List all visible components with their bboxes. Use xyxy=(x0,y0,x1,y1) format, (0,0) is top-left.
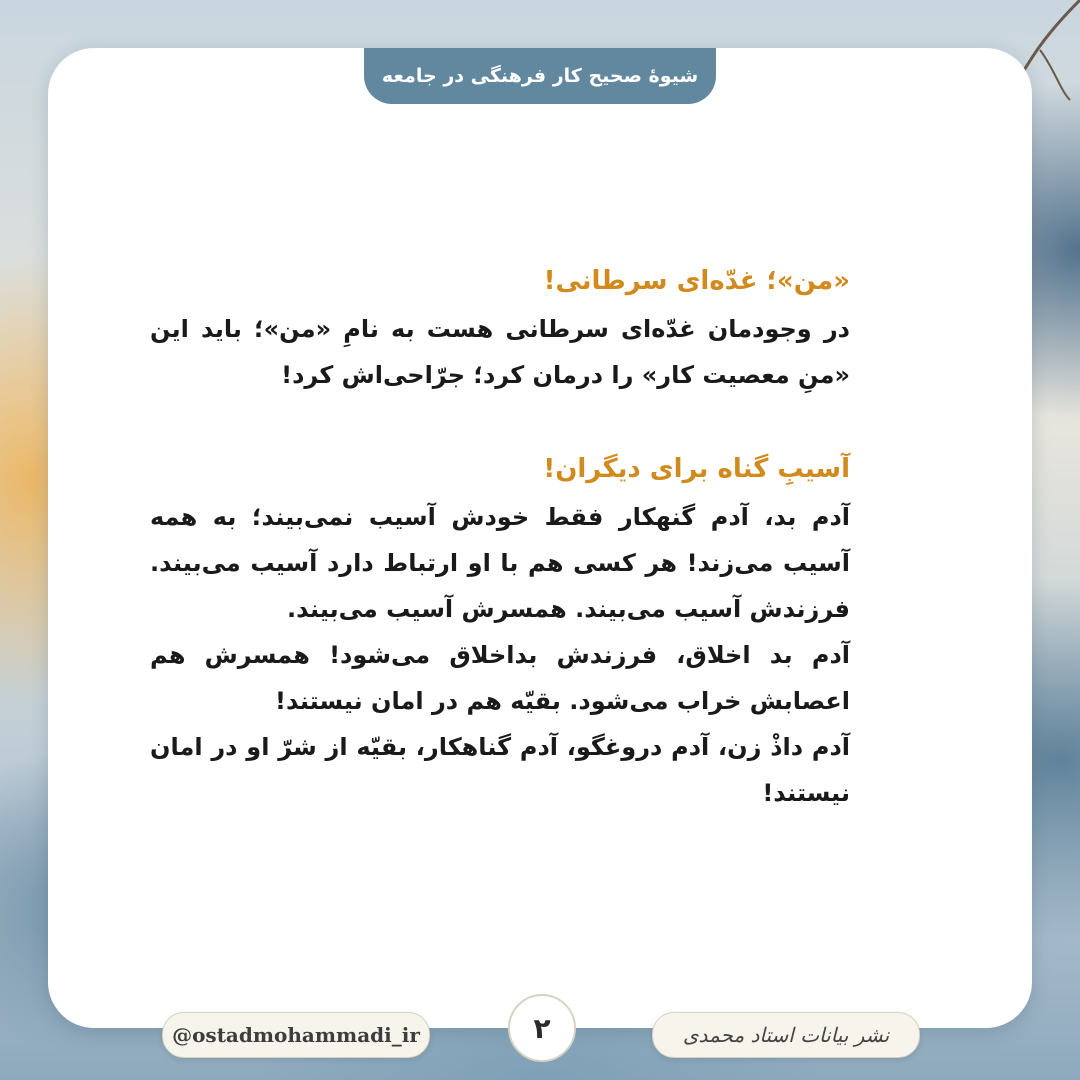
section-heading: «من»؛ غدّه‌ای سرطانی! xyxy=(543,266,850,296)
section-paragraph: آدم بد، آدم گنهکار فقط خودش آسیب نمی‌بیند؛ به همه آسیب می‌زند! هر کسی هم با او ارتباط دارد آسیب می‌بیند. فرزندش آسیب می‌بیند. همسرش آسیب می‌بیند. xyxy=(150,503,850,623)
page-number: ۲ xyxy=(508,994,576,1062)
section-cancer-gland xyxy=(150,256,850,398)
section-paragraph: در وجود‌مان غدّه‌ای سرطانی هست به نامِ «من»؛ باید این «منِ معصیت کار» را درمان کرد؛ جرّاحی‌اش کرد! xyxy=(150,315,850,389)
section-paragraph: آدم بد اخلاق، فرزندش بداخلاق می‌شود! همسرش هم اعصابش خراب می‌شود. بقیّه هم در امان نیستند! xyxy=(150,641,850,715)
section-harm-of-sin xyxy=(150,444,850,816)
signature-logo: نشر بیانات استاد محمدی xyxy=(652,1012,920,1058)
social-handle: @ostadmohammadi_ir xyxy=(162,1012,430,1058)
article-body xyxy=(150,256,850,816)
header-title: شیوهٔ صحیح کار فرهنگی در جامعه xyxy=(364,48,716,104)
section-heading: آسیبِ گناه برای دیگران! xyxy=(543,454,850,484)
section-paragraph: آدم داذْ زن، آدم دروغگو، آدم گناهکار، بقیّه از شرّ او در امان نیستند! xyxy=(150,733,850,807)
